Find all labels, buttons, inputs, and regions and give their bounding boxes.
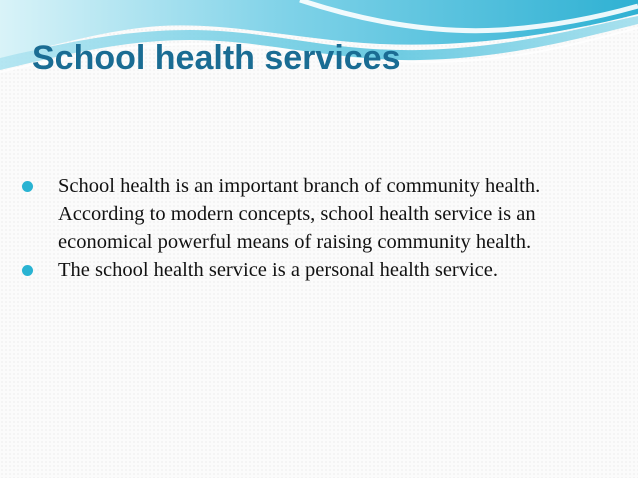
bullet-text: The school health service is a personal health service. [58, 259, 499, 281]
bullet-list [22, 172, 592, 284]
bullet-text: School health is an important branch of community health. According to modern concepts, school health service is an economical powerful means of raising community health. [58, 175, 541, 253]
bullet-item [22, 172, 592, 256]
bullet-item [22, 256, 592, 284]
bullet-dot-icon [22, 265, 33, 276]
slide-title: School health services [32, 39, 401, 77]
bullet-dot-icon [22, 181, 33, 192]
